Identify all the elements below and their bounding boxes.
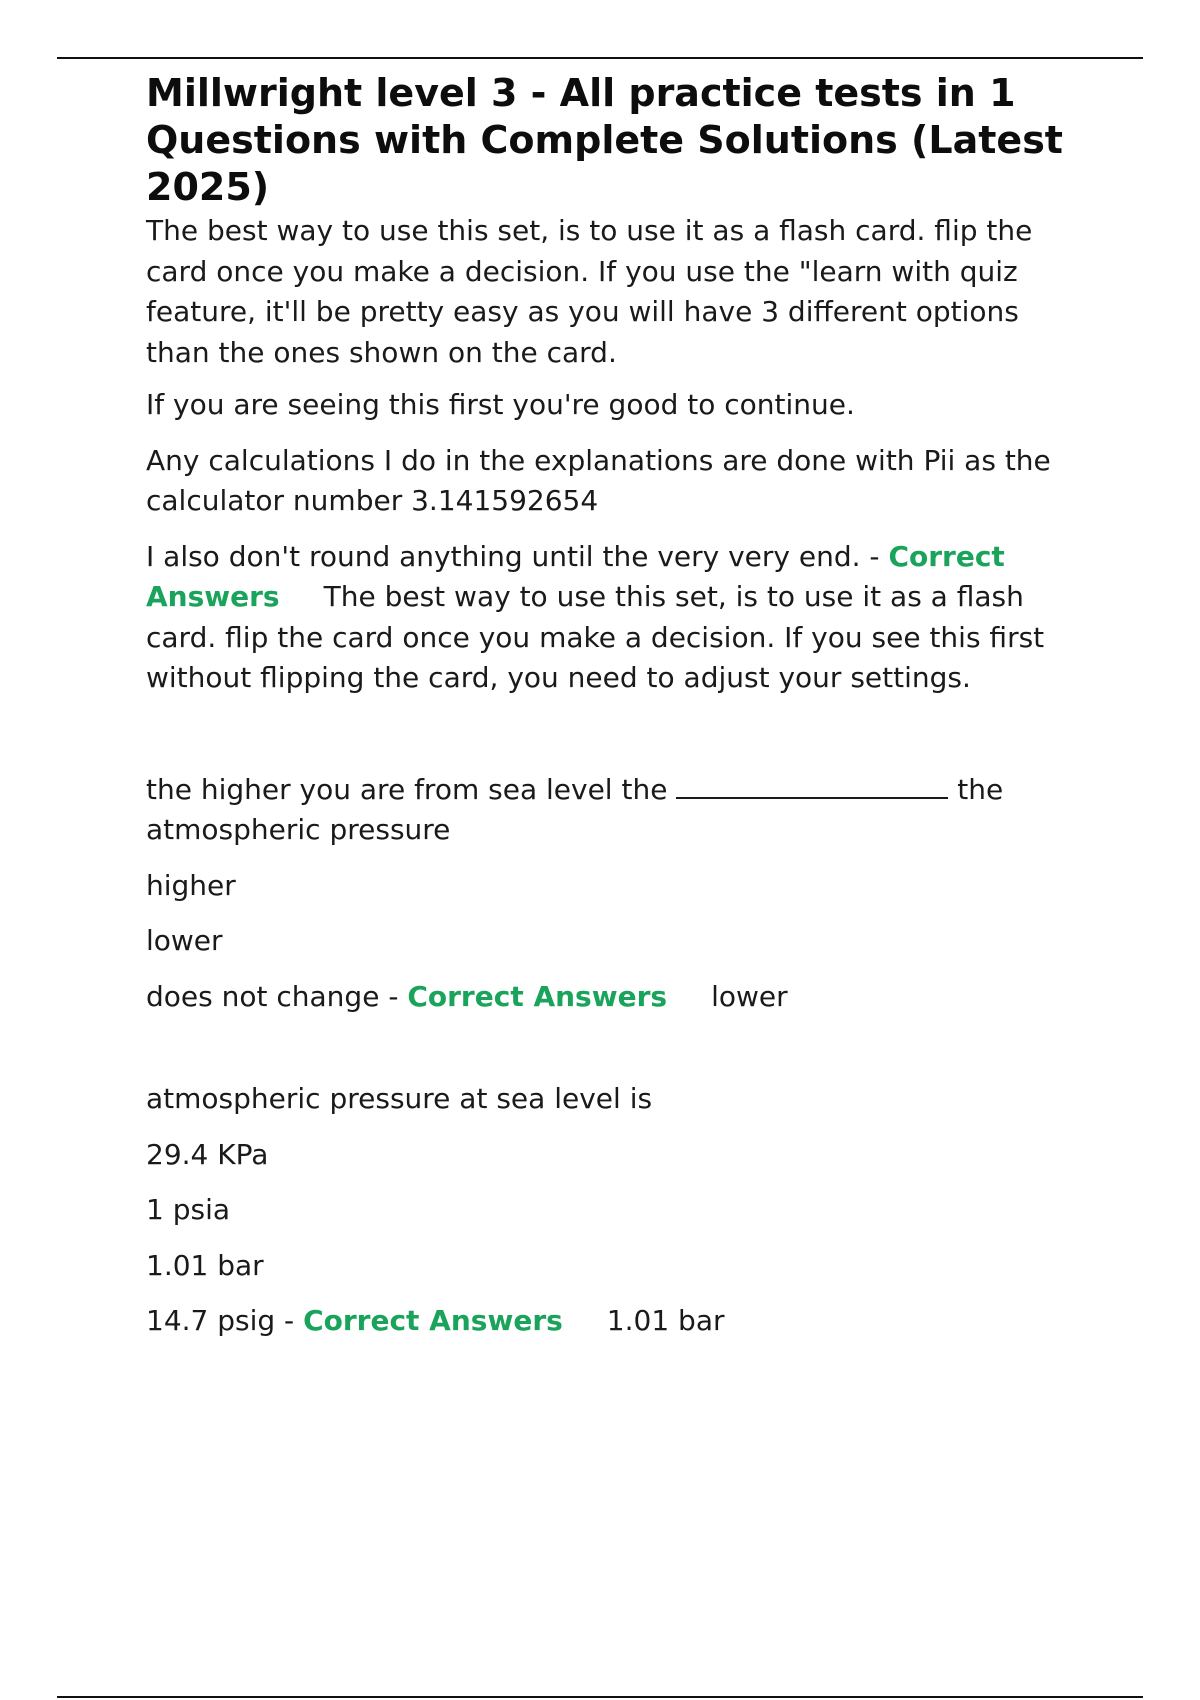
intro-answer: The best way to use this set, is to use it as a flash card. flip the card once you make a decision. If you see this first without flipping the card, you need to adjust your settings. [146,580,1045,694]
question-2-option-3: 1.01 bar [146,1248,264,1282]
intro-paragraph-1: The best way to use this set, is to use it as a flash card. flip the card once you make a decision. If you use the "learn with quiz feature, it'll be pretty easy as you will have 3 different options than the ones shown on the card. [146,214,1033,369]
intro-paragraph-3: Any calculations I do in the explanations are done with Pii as the calculator number 3.141592654 [146,443,1051,517]
fill-in-blank [676,771,948,799]
top-rule [57,57,1143,59]
document-title: Millwright level 3 - All practice tests in 1 Questions with Complete Solutions (Latest 2025) [146,71,1063,209]
question-1-stem-end: the atmospheric pressure [146,772,1004,846]
intro-paragraph-4-text: I also don't round anything until the very very end. - [146,539,889,573]
question-2-option-4 [146,1301,1086,1342]
question-1-stem-start: the higher you are from sea level the [146,772,677,806]
question-1-option-3 [146,977,1086,1018]
intro-paragraph-2: If you are seeing this first you're good to continue. [146,388,855,421]
question-2-answer: 1.01 bar [606,1304,725,1337]
bottom-rule [57,1696,1143,1698]
question-2-option-1: 29.4 KPa [146,1137,269,1171]
correct-answers-label: Correct Answers [146,539,1005,613]
question-1-option-1: higher [146,868,236,902]
question-2-stem: atmospheric pressure at sea level is [146,1082,653,1115]
question-1-answer: lower [711,979,788,1013]
question-1-stem [146,770,1086,851]
correct-answers-label: Correct Answers [303,1304,563,1337]
question-2-option-4-text: 14.7 psig - [146,1304,304,1337]
question-2-option-2: 1 psia [146,1193,231,1226]
document-body [146,70,1086,1342]
correct-answers-label: Correct Answers [407,979,668,1013]
question-1-option-2: lower [146,924,223,957]
intro-paragraph-4 [146,537,1086,699]
question-1-option-3-text: does not change - [146,979,408,1013]
